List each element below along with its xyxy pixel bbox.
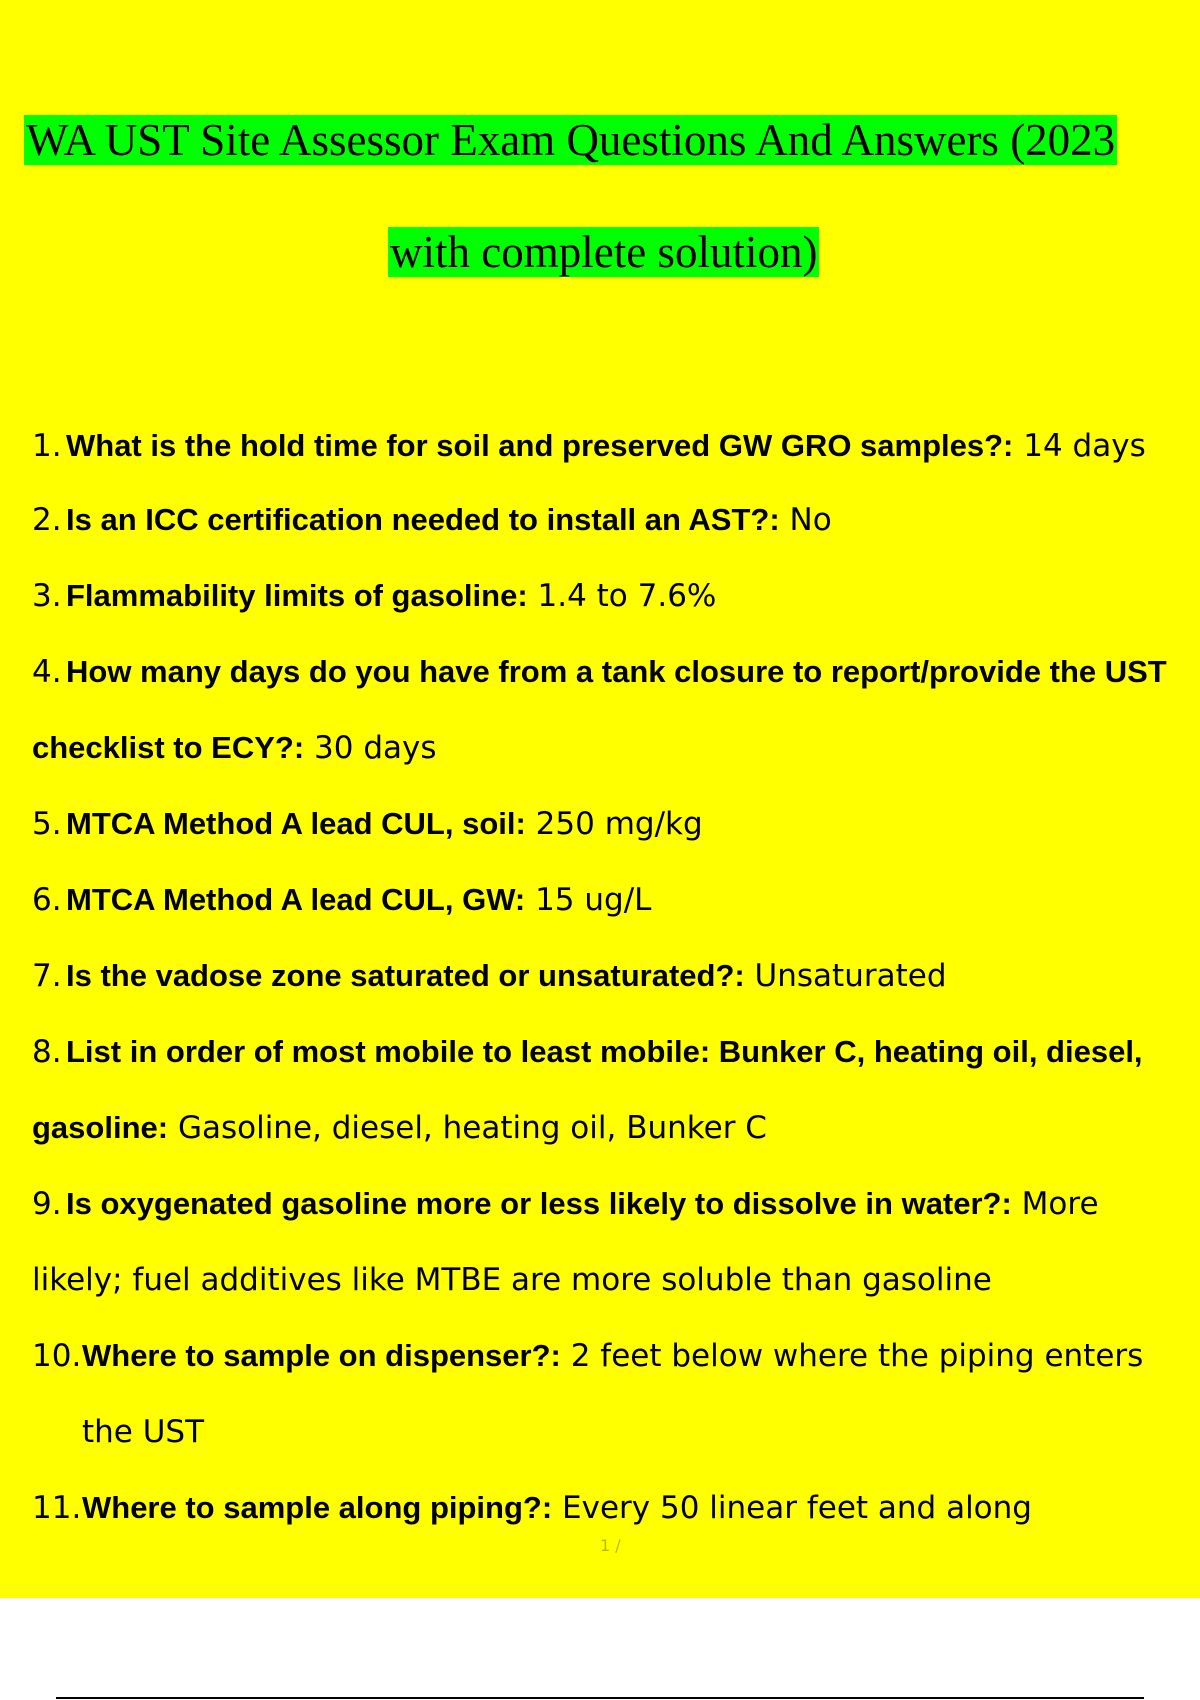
answer-continuation: the UST <box>82 1414 205 1450</box>
item-number: 10. <box>32 1338 82 1374</box>
qa-item-2 <box>32 482 1192 558</box>
answer-text: 250 mg/kg <box>525 806 703 842</box>
item-number: 8. <box>32 1034 62 1070</box>
item-number: 2. <box>32 502 62 538</box>
question-text: Is the vadose zone saturated or unsaturated?: <box>66 958 745 993</box>
item-number: 3. <box>32 578 62 614</box>
question-text: MTCA Method A lead CUL, GW: <box>66 882 526 917</box>
document-title-line-1 <box>24 112 1200 168</box>
item-number: 4. <box>32 654 62 690</box>
page-number-marker: 1 / <box>600 1536 621 1555</box>
question-text: What is the hold time for soil and preserved GW GRO samples?: <box>66 428 1014 463</box>
qa-item-7 <box>32 938 1192 1014</box>
question-text: Is an ICC certification needed to install an AST?: <box>66 502 780 537</box>
qa-item-8 <box>32 1014 1192 1166</box>
answer-text: 30 days <box>304 730 437 766</box>
item-number: 9. <box>32 1186 62 1222</box>
item-number: 7. <box>32 958 62 994</box>
qa-item-11 <box>32 1470 1192 1546</box>
qa-item-3 <box>32 558 1192 634</box>
question-text: How many days do you have from a tank closure to report/provide the UST checklist to ECY?: <box>32 654 1167 765</box>
title-highlight-1: WA UST Site Assessor Exam Questions And Answers (2023 <box>26 115 1116 165</box>
question-text: MTCA Method A lead CUL, soil: <box>66 806 526 841</box>
qa-item-6 <box>32 862 1192 938</box>
item-number: 11. <box>32 1490 82 1526</box>
question-text: Flammability limits of gasoline: <box>66 578 528 613</box>
answer-text: 15 ug/L <box>525 882 652 918</box>
answer-text: More likely; fuel additives like MTBE are more soluble than gasoline <box>32 1186 1099 1298</box>
qa-item-9 <box>32 1166 1192 1318</box>
item-number: 6. <box>32 882 62 918</box>
answer-text: Every 50 linear feet and along <box>552 1490 1032 1526</box>
item-number: 5. <box>32 806 62 842</box>
item-number: 1. <box>32 428 62 464</box>
qa-item-5 <box>32 786 1192 862</box>
bottom-divider <box>56 1697 1144 1699</box>
qa-item-4 <box>32 634 1192 786</box>
title-highlight-2: with complete solution) <box>390 227 818 277</box>
qa-item-1 <box>32 408 1192 484</box>
question-text: Where to sample on dispenser?: <box>82 1338 561 1373</box>
answer-text: Unsaturated <box>744 958 947 994</box>
answer-text: 14 days <box>1013 428 1146 464</box>
qa-item-10 <box>32 1318 1192 1470</box>
question-text: List in order of most mobile to least mobile: Bunker C, heating oil, diesel, gasoline: <box>32 1034 1143 1145</box>
question-text: Is oxygenated gasoline more or less likely to dissolve in water?: <box>66 1186 1012 1221</box>
answer-text: 1.4 to 7.6% <box>527 578 717 614</box>
question-text: Where to sample along piping?: <box>82 1490 553 1525</box>
answer-text: No <box>779 502 832 538</box>
answer-text: Gasoline, diesel, heating oil, Bunker C <box>168 1110 767 1146</box>
answer-text: 2 feet below where the piping enters <box>560 1338 1144 1374</box>
document-title-line-2 <box>388 224 819 280</box>
